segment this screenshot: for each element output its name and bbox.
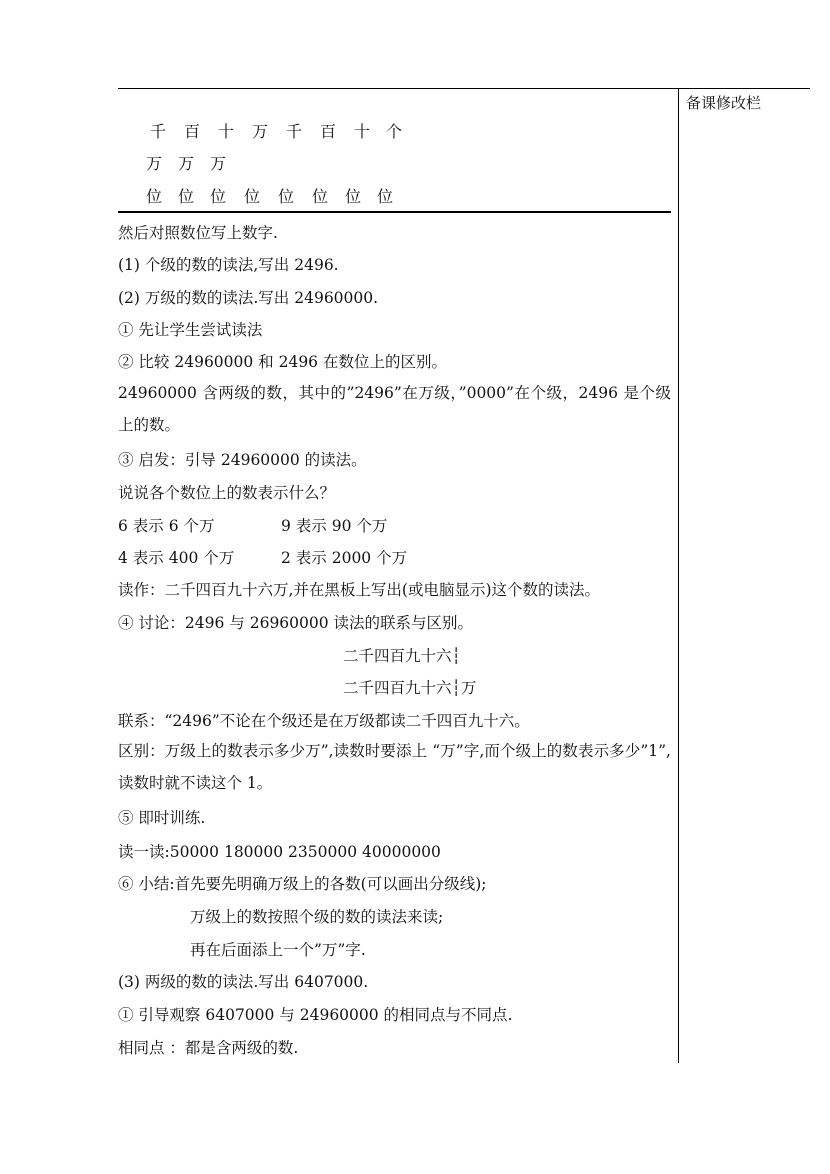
place-char: 万 [252,122,269,141]
text-line: 6 表示 6 个万 [118,517,215,535]
text-line: (1) 个级的数的读法,写出 2496. [118,256,339,274]
text-line: 读作：二千四百九十六万,并在黑板上写出(或电脑显示)这个数的读法。 [118,581,601,599]
place-char: 位 [178,187,195,206]
place-char: 十 [354,122,371,141]
place-char: 万 [178,154,195,173]
top-rule [118,88,810,89]
text-line: 万级上的数按照个级的数的读法来读; [190,908,444,926]
text-line: 4 表示 400 个万 [118,549,235,567]
place-char: 万 [210,154,227,173]
text-line: 说说各个数位上的数表示什么？ [118,484,336,502]
text-paragraph: 24960000 含两级的数，其中的”2496”在万级，”0000”在个级，2496 是个级上的数。 [118,384,671,434]
text-line: ① 先让学生尝试读法 [118,321,263,339]
place-char: 千 [150,122,167,141]
text-line: ② 比较 24960000 和 2496 在数位上的区别。 [118,353,447,371]
place-char: 万 [146,154,163,173]
reading-example: 二千四百九十六┆万 [343,679,477,697]
place-char: 位 [345,187,362,206]
place-char: 千 [286,122,303,141]
place-char: 位 [146,187,163,206]
place-char: 十 [218,122,235,141]
text-line: 9 表示 90 个万 [281,517,388,535]
text-line: ⑤ 即时训练. [118,809,206,827]
place-char: 百 [320,122,337,141]
text-line: 相同点 ：都是含两级的数. [118,1039,299,1057]
text-line: 读一读:50000 180000 2350000 40000000 [118,843,441,861]
side-column-rule [678,88,679,1063]
header-rule [118,211,671,213]
text-line: (3) 两级的数的读法.写出 6407000. [118,973,369,991]
place-char: 位 [244,187,261,206]
place-char: 位 [377,187,394,206]
text-line: ⑥ 小结:首先要先明确万级上的各数(可以画出分级线); [118,875,487,893]
place-char: 位 [312,187,329,206]
side-column-title: 备课修改栏 [686,94,762,112]
place-char: 个 [386,122,403,141]
text-line: ④ 讨论：2496 与 26960000 读法的联系与区别。 [118,614,474,632]
text-line: 2 表示 2000 个万 [281,549,408,567]
text-line: 然后对照数位写上数字. [118,224,278,242]
text-line: ③ 启发：引导 24960000 的读法。 [118,451,367,469]
text-line: 联系：“2496”不论在个级还是在万级都读二千四百九十六。 [118,712,530,730]
place-char: 百 [184,122,201,141]
text-line: 再在后面添上一个”万”字. [190,941,366,959]
place-char: 位 [210,187,227,206]
text-line: (2) 万级的数的读法.写出 24960000. [118,289,379,307]
text-paragraph: 区别：万级上的数表示多少万”,读数时要添上 “万”字,而个级上的数表示多少”1”,读数时就不读这个 1。 [118,742,671,792]
place-char: 位 [278,187,295,206]
text-line: ① 引导观察 6407000 与 24960000 的相同点与不同点. [118,1006,513,1024]
reading-example: 二千四百九十六┆ [343,647,461,665]
